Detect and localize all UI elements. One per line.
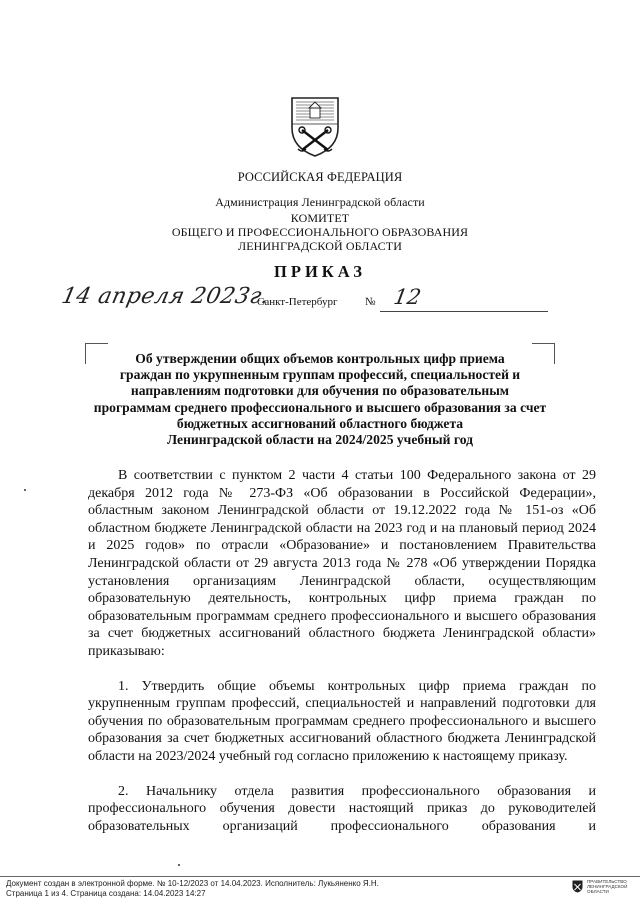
number-underline <box>380 311 548 312</box>
title-line: бюджетных ассигнований областного бюджета <box>176 415 464 431</box>
country-name: РОССИЙСКАЯ ФЕДЕРАЦИЯ <box>237 170 403 184</box>
committee-line-1: КОМИТЕТ <box>290 211 350 225</box>
number-sign: № <box>365 296 376 308</box>
handwritten-number: 12 <box>391 285 423 309</box>
footer-document-info: Документ создан в электронной форме. № 10-12/2023 от 14.04.2023. Исполнитель: Лукьяненко Я.Н. <box>6 879 379 888</box>
title-line: граждан по укрупненным группам профессий, специальностей и <box>119 367 521 383</box>
title-line: направлениям подготовки для обучения по образовательным <box>130 383 510 399</box>
scan-speck <box>178 864 180 866</box>
clause-2-paragraph: 2. Начальнику отдела развития профессионального образования и профессионального обучения довести настоящий приказ до руководителей образовательных организаций профессионального образования и <box>88 783 596 834</box>
footer-divider <box>0 876 640 877</box>
document-type-heading: ПРИКАЗ <box>274 262 366 281</box>
footer-logo-text: ПРАВИТЕЛЬСТВО ЛЕНИНГРАДСКОЙ ОБЛАСТИ <box>587 879 628 894</box>
committee-line-2: ОБЩЕГО И ПРОФЕССИОНАЛЬНОГО ОБРАЗОВАНИЯ <box>171 225 469 239</box>
government-logo-icon <box>572 880 583 893</box>
order-body <box>88 467 596 835</box>
footer-page-info: Страница 1 из 4. Страница создана: 14.04.2023 14:27 <box>6 889 206 898</box>
city-name: Санкт-Петербург <box>257 296 338 308</box>
title-line: Об утверждении общих объемов контрольных цифр приема <box>135 351 505 366</box>
order-title <box>78 351 562 448</box>
title-line: Ленинградской области на 2024/2025 учебный год <box>167 432 473 448</box>
preamble-paragraph: В соответствии с пунктом 2 части 4 статьи 100 Федерального закона от 29 декабря 2012 года № 273-ФЗ «Об образовании в Российской Федерации», областным законом Ленинградской области от 19.12.2022 года № 151-оз «Об областном бюджете Ленинградской области на 2023 год и на плановый период 2024 и 2025 годов» по отрасли «Образование» и постановлением Правительства Ленинградской области от 29 августа 2013 года № 278 «Об утверждении Порядка установления организациям Ленинградской области, осуществляющим образовательную деятельность, контрольных цифр приема граждан по образовательным программам среднего профессионального и высшего образования за счет бюджетных ассигнований областного бюджета Ленинградской области» приказываю: <box>88 468 596 659</box>
administration-name: Администрация Ленинградской области <box>215 195 425 209</box>
scan-speck <box>24 489 26 491</box>
clause-1-paragraph: 1. Утвердить общие объемы контрольных цифр приема граждан по укрупненным группам профессий, специальностей и направлений подготовки для обучения по образовательным программам среднего профессионального и высшего образования за счет бюджетных ассигнований областного бюджета Ленинградской области на 2023/2024 учебный год согласно приложению к настоящему приказу. <box>88 678 596 764</box>
committee-line-3: ЛЕНИНГРАДСКОЙ ОБЛАСТИ <box>237 239 402 253</box>
handwritten-date: 14 апреля 2023г. <box>59 284 272 309</box>
coat-of-arms-icon <box>288 94 342 158</box>
title-line: программам среднего профессионального и высшего образования за счет <box>93 399 547 415</box>
